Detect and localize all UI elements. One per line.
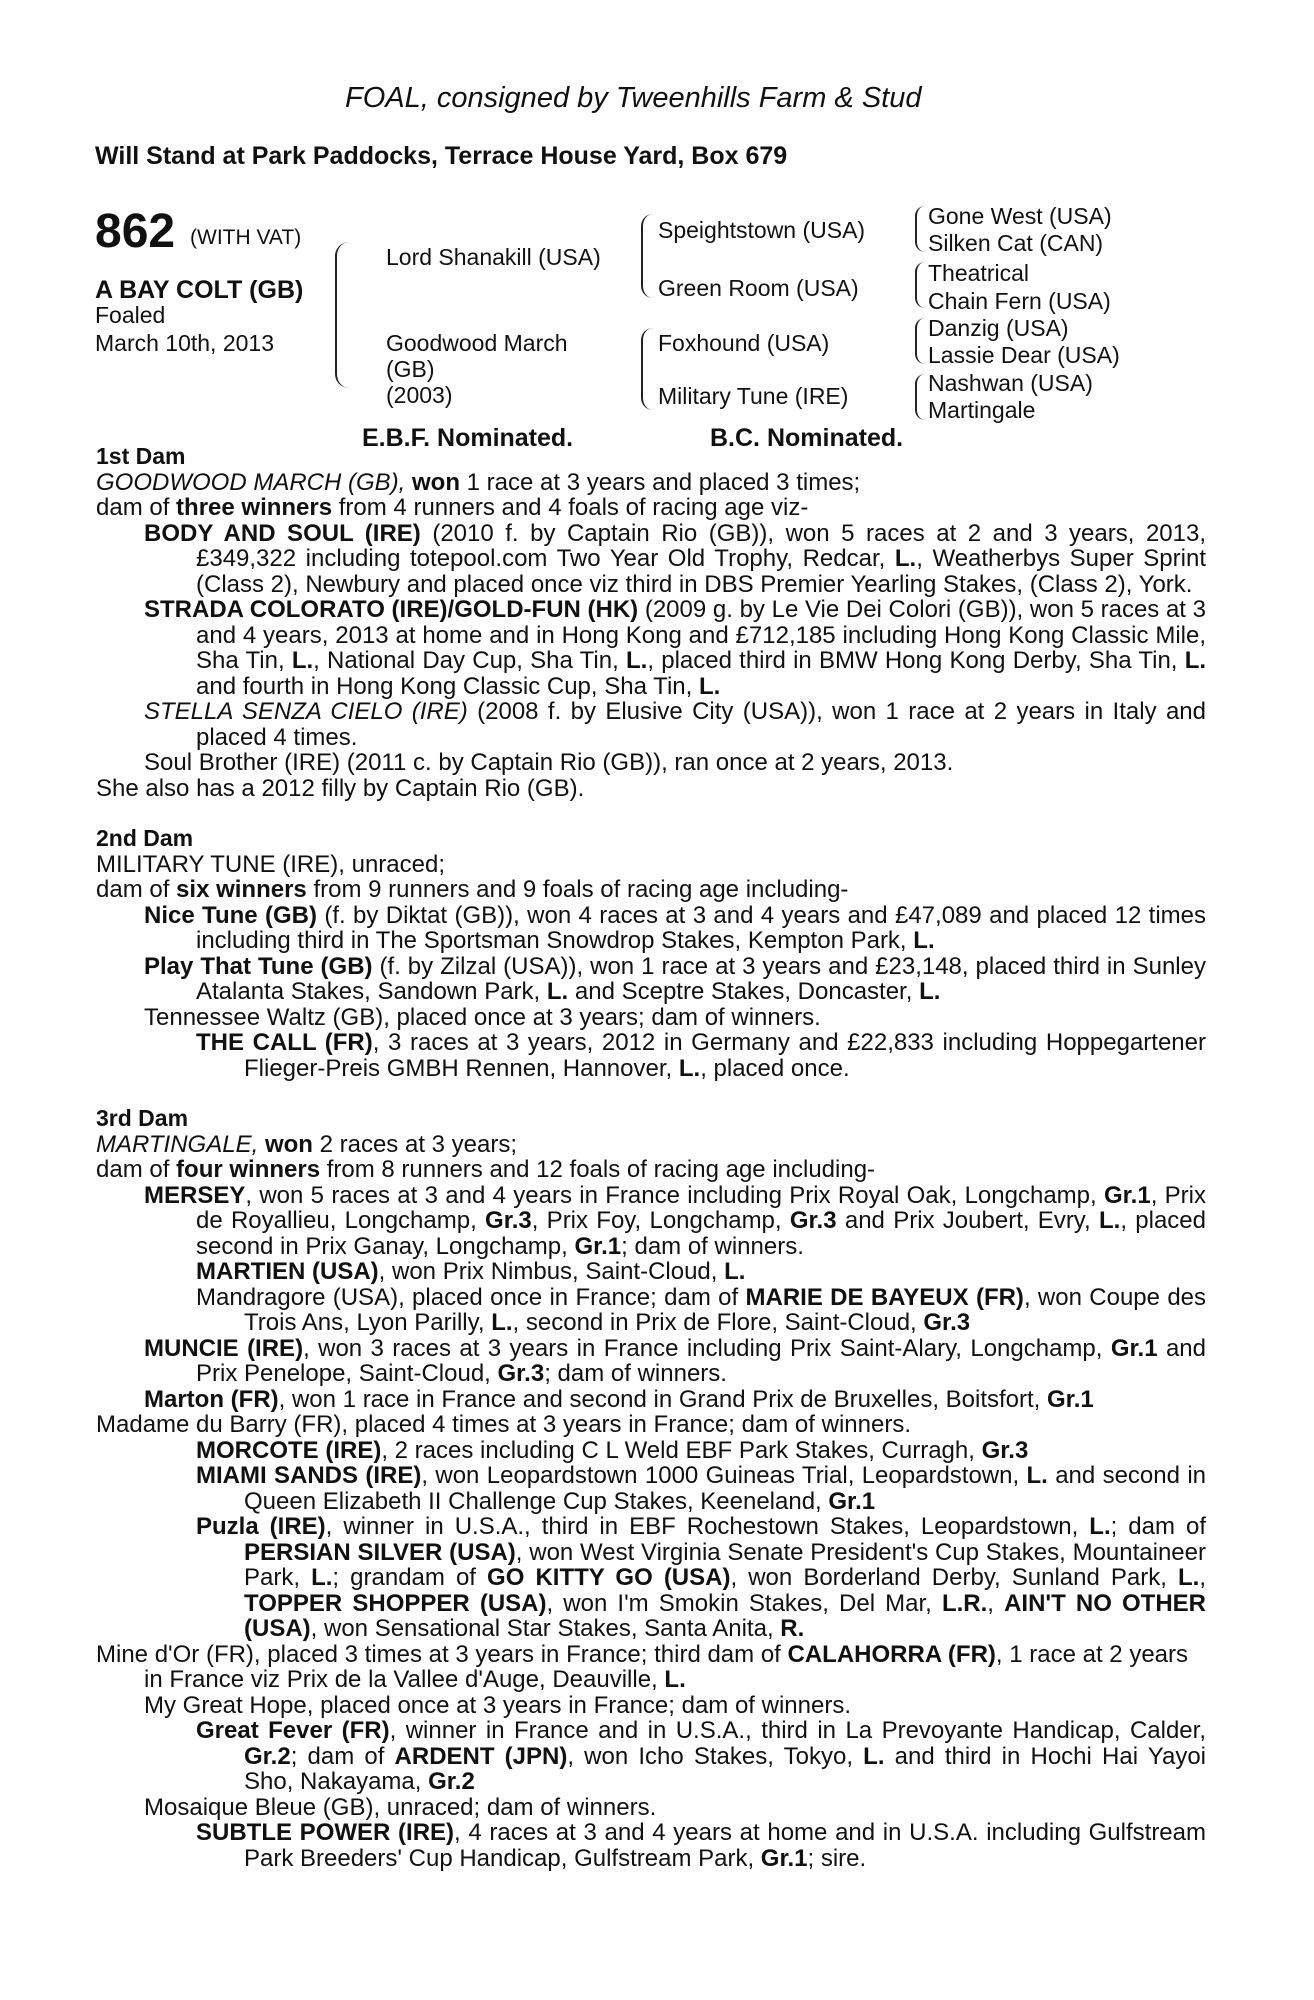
dam-sire: Foxhound (USA) (658, 330, 830, 356)
produce-entry: Mandragore (USA), placed once in France; dam of MARIE DE BAYEUX (FR), won Coupe des Trois Ans, Lyon Parilly, L., second in Prix de Flore, Saint-Cloud, Gr.3 (196, 1283, 1207, 1336)
produce-entry: MUNCIE (IRE), won 3 races at 3 years in France including Prix Saint-Alary, Longchamp, Gr.1 and Prix Penelope, Saint-Cloud, Gr.3; dam of winners. (144, 1334, 1207, 1387)
sire-dam: Green Room (USA) (658, 275, 859, 301)
produce-entry: My Great Hope, placed once at 3 years in France; dam of winners. (144, 1691, 852, 1719)
g2-brace (915, 262, 925, 308)
produce-entry: Marton (FR), won 1 race in France and second in Grand Prix de Bruxelles, Boitsfort, Gr.1 (144, 1385, 1094, 1413)
produce-entry: MIAMI SANDS (IRE), won Leopardstown 1000 Guineas Trial, Leopardstown, L. and second in Queen Elizabeth II Challenge Cup Stakes, Keeneland, Gr.1 (196, 1462, 1207, 1515)
grandsire-2: Theatrical (928, 260, 1029, 286)
first-dam-heading: 1st Dam (96, 443, 186, 469)
g3-brace (915, 318, 925, 364)
produce-note: She also has a 2012 filly by Captain Rio (GB). (96, 774, 585, 802)
produce-entry: BODY AND SOUL (IRE) (2010 f. by Captain Rio (GB)), won 5 races at 2 and 3 years, 2013, £349,322 including totepool.com Two Year Old Trophy, Redcar, L., Weatherbys Super Sprint (Class 2), Newbury and placed once viz third in DBS Premier Yearling Stakes, (Class 2), York. (144, 519, 1206, 598)
granddam-2: Chain Fern (USA) (928, 288, 1111, 314)
produce-entry: Puzla (IRE), winner in U.S.A., third in EBF Rochestown Stakes, Leopardstown, L.; dam of PERSIAN SILVER (USA), won West Virginia Senate President's Cup Stakes, Mountaineer Park, L.; grandam of GO KITTY GO (USA), won Borderland Derby, Sunland Park, L., TOPPER SHOPPER (USA), won I'm Smokin Stakes, Del Mar, L.R., AIN'T NO OTHER (USA), won Sensational Star Stakes, Santa Anita, R. (196, 1513, 1206, 1642)
lot-number: 862 (95, 205, 176, 258)
granddam-4: Martingale (928, 397, 1036, 423)
produce-entry: Mosaique Bleue (GB), unraced; dam of winners. (144, 1793, 657, 1821)
sire-dam-brace (335, 242, 349, 388)
granddam-1: Silken Cat (CAN) (928, 230, 1104, 256)
produce-entry: Play That Tune (GB) (f. by Zilzal (USA)), won 1 race at 3 years and £23,148, placed third in Sunley Atalanta Stakes, Sandown Park, L. and Sceptre Stakes, Doncaster, L. (144, 952, 1206, 1005)
dam-line-1: Goodwood March (386, 330, 568, 356)
second-dam-heading: 2nd Dam (96, 825, 194, 851)
grandsire-3: Danzig (USA) (928, 315, 1069, 341)
third-dam-summary: MARTINGALE, won 2 races at 3 years; (96, 1130, 518, 1158)
produce-entry: Tennessee Waltz (GB), placed once at 3 years; dam of winners. (144, 1003, 821, 1031)
dam-dam: Military Tune (IRE) (658, 383, 849, 409)
grandsire-1: Gone West (USA) (928, 203, 1112, 229)
dam-line-3: (2003) (386, 382, 453, 408)
foaled-label: Foaled (95, 302, 166, 328)
grandsire-4: Nashwan (USA) (928, 370, 1093, 396)
second-dam-summary: MILITARY TUNE (IRE), unraced; (96, 850, 445, 878)
first-dam-produce: dam of three winners from 4 runners and 4 foals of racing age viz- (96, 494, 809, 521)
produce-entry: Soul Brother (IRE) (2011 c. by Captain Rio (GB)), ran once at 2 years, 2013. (144, 749, 954, 776)
produce-entry: Nice Tune (GB) (f. by Diktat (GB)), won 4 races at 3 and 4 years and £47,089 and placed 12 times including third in The Sportsman Snowdrop Stakes, Kempton Park, L. (144, 901, 1207, 954)
produce-entry: Mine d'Or (FR), placed 3 times at 3 years in France; third dam of CALAHORRA (FR), 1 race at 2 years in France viz Prix de la Vallee d'Auge, Deauville, L. (96, 1640, 1188, 1693)
first-dam-summary: GOODWOOD MARCH (GB), won 1 race at 3 years and placed 3 times; (96, 468, 861, 496)
catalogue-header: FOAL, consigned by Tweenhills Farm & Stud (345, 82, 922, 114)
third-dam-heading: 3rd Dam (96, 1105, 189, 1131)
produce-entry: MERSEY, won 5 races at 3 and 4 years in France including Prix Royal Oak, Longchamp, Gr.1, Prix de Royallieu, Longchamp, Gr.3, Prix Foy, Longchamp, Gr.3 and Prix Joubert, Evry, L., placed second in Prix Ganay, Longchamp, Gr.1; dam of winners. (144, 1181, 1207, 1260)
sire: Lord Shanakill (USA) (386, 244, 601, 270)
produce-entry: STELLA SENZA CIELO (IRE) (2008 f. by Elusive City (USA)), won 1 race at 2 years in Italy and placed 4 times. (144, 698, 1206, 751)
dam-line-2: (GB) (386, 356, 435, 382)
third-dam-produce: dam of four winners from 8 runners and 12 foals of racing age including- (96, 1156, 876, 1183)
sire-parents-brace (641, 214, 653, 298)
produce-entry: STRADA COLORATO (IRE)/GOLD-FUN (HK) (2009 g. by Le Vie Dei Colori (GB)), won 5 races at 3 and 4 years, 2013 at home and in Hong Kong and £712,185 including Hong Kong Classic Mile, Sha Tin, L., National Day Cup, Sha Tin, L., placed third in BMW Hong Kong Derby, Sha Tin, L. and fourth in Hong Kong Classic Cup, Sha Tin, L. (144, 596, 1207, 700)
second-dam-produce: dam of six winners from 9 runners and 9 foals of racing age including- (96, 876, 849, 903)
produce-entry: MORCOTE (IRE), 2 races including C L Weld EBF Park Stakes, Curragh, Gr.3 (196, 1436, 1029, 1464)
g1-brace (915, 206, 925, 252)
stand-location: Will Stand at Park Paddocks, Terrace House Yard, Box 679 (95, 142, 788, 170)
produce-entry: MARTIEN (USA), won Prix Nimbus, Saint-Cloud, L. (196, 1258, 746, 1285)
g4-brace (915, 374, 925, 420)
granddam-3: Lassie Dear (USA) (928, 342, 1120, 368)
ebf-nominated: E.B.F. Nominated. (362, 424, 574, 452)
dam-parents-brace (641, 328, 653, 410)
sire-sire: Speightstown (USA) (658, 217, 866, 243)
produce-entry: THE CALL (FR), 3 races at 3 years, 2012 in Germany and £22,833 including Hoppegartener Flieger-Preis GMBH Rennen, Hannover, L., placed once. (196, 1029, 1206, 1082)
catalogue-body (96, 444, 1206, 1871)
produce-entry: Great Fever (FR), winner in France and in U.S.A., third in La Prevoyante Handicap, Calder, Gr.2; dam of ARDENT (JPN), won Icho Stakes, Tokyo, L. and third in Hochi Hai Yayoi Sho, Nakayama, Gr.2 (196, 1717, 1206, 1795)
vat-note: (WITH VAT) (190, 226, 302, 249)
bc-nominated: B.C. Nominated. (710, 424, 904, 452)
produce-entry: SUBTLE POWER (IRE), 4 races at 3 and 4 years at home and in U.S.A. including Gulfstream Park Breeders' Cup Handicap, Gulfstream Park, Gr.1; sire. (196, 1819, 1206, 1872)
foaled-date: March 10th, 2013 (95, 330, 275, 356)
produce-entry: Madame du Barry (FR), placed 4 times at 3 years in France; dam of winners. (96, 1411, 911, 1438)
lot-name: A BAY COLT (GB) (95, 276, 304, 304)
